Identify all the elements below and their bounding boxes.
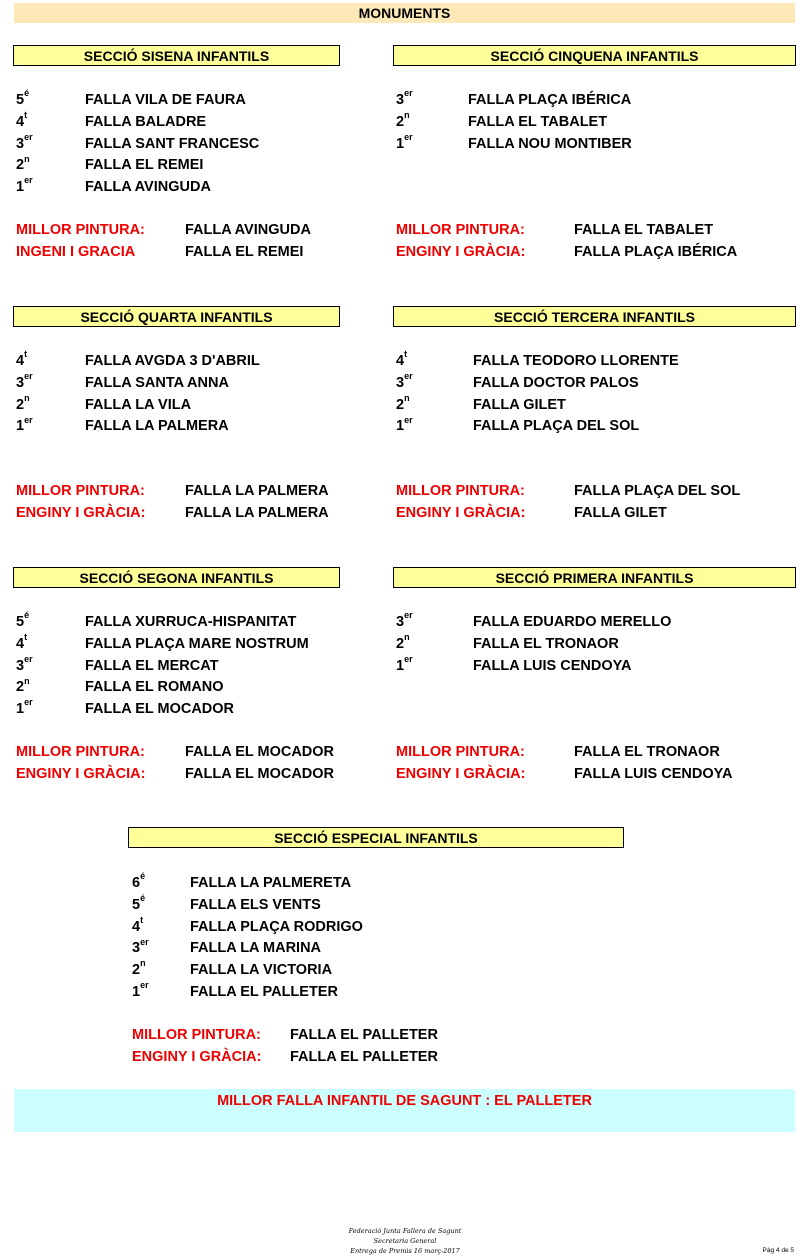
falla-name: FALLA LA PALMERETA	[190, 875, 352, 891]
monuments-banner: MONUMENTS	[14, 3, 795, 23]
rank-suffix: er	[24, 414, 33, 425]
rank-row	[396, 89, 776, 111]
award-row	[396, 480, 781, 502]
rank-row	[396, 611, 776, 633]
rank-num: 2	[396, 396, 405, 413]
falla-name: FALLA GILET	[473, 396, 566, 413]
award-label: MILLOR PINTURA:	[396, 222, 525, 238]
falla-name: FALLA PLAÇA IBÉRICA	[468, 92, 632, 108]
best-falla-banner: MILLOR FALLA INFANTIL DE SAGUNT : EL PALLETER	[14, 1089, 795, 1132]
award-label: ENGINY I GRÀCIA:	[16, 504, 146, 521]
rank-suffix: er	[140, 936, 149, 947]
award-row	[396, 741, 781, 763]
rank-suffix: er	[24, 370, 33, 381]
rank-num: 4	[16, 113, 25, 130]
rank-num: 4	[16, 353, 25, 369]
rank-suffix: n	[24, 392, 30, 403]
rank-row	[16, 372, 396, 394]
rank-num: 1	[396, 418, 405, 435]
rank-row	[16, 133, 396, 155]
rank-number	[16, 698, 33, 720]
award-value: FALLA EL PALLETER	[290, 1027, 438, 1043]
rank-suffix: er	[404, 370, 413, 381]
rank-row	[132, 959, 512, 981]
award-value: FALLA EL MOCADOR	[185, 744, 335, 760]
rank-number	[396, 655, 413, 677]
rank-number	[396, 415, 413, 437]
rank-num: 1	[16, 418, 25, 435]
rank-num: 2	[396, 113, 405, 130]
rank-number	[396, 611, 413, 633]
rank-number	[396, 394, 410, 416]
rank-number	[16, 176, 33, 198]
rank-number	[16, 633, 27, 655]
footer-line-1: Federació Junta Fallera de Sagunt	[348, 1227, 462, 1235]
falla-name: FALLA SANTA ANNA	[85, 374, 229, 391]
rank-number	[16, 133, 33, 155]
award-row	[16, 219, 401, 241]
rank-number	[396, 350, 407, 372]
rank-suffix: é	[24, 610, 30, 621]
falla-name: FALLA EL ROMANO	[85, 679, 224, 696]
rank-row	[16, 676, 396, 698]
award-value: FALLA AVINGUDA	[185, 222, 311, 238]
falla-name: FALLA LA VICTORIA	[190, 962, 333, 979]
rank-num: 2	[16, 157, 25, 174]
rank-row	[16, 154, 396, 176]
section-title: SECCIÓ CINQUENA INFANTILS	[393, 45, 796, 66]
rank-number	[132, 894, 145, 916]
falla-name: FALLA EL TRONAOR	[473, 635, 619, 652]
section-title: SECCIÓ TERCERA INFANTILS	[393, 306, 796, 327]
award-value: FALLA LUIS CENDOYA	[574, 765, 733, 782]
rank-suffix: er	[404, 131, 413, 142]
rank-num: 1	[16, 179, 25, 196]
rank-num: 3	[396, 614, 405, 630]
rank-num: 3	[16, 135, 25, 152]
award-label: ENGINY I GRÀCIA:	[132, 1048, 262, 1065]
award-value: FALLA EL TRONAOR	[574, 744, 720, 760]
rank-num: 2	[396, 635, 405, 652]
section-title: SECCIÓ SISENA INFANTILS	[13, 45, 340, 66]
award-label: ENGINY I GRÀCIA:	[396, 504, 526, 521]
falla-name: FALLA SANT FRANCESC	[85, 135, 260, 152]
section-title: SECCIÓ PRIMERA INFANTILS	[393, 567, 796, 588]
rank-number	[16, 111, 27, 133]
falla-name: FALLA PLAÇA MARE NOSTRUM	[85, 635, 309, 652]
rank-suffix: t	[24, 631, 28, 642]
rank-num: 1	[396, 657, 405, 674]
rank-number	[396, 133, 413, 155]
rank-suffix: n	[404, 392, 410, 403]
award-label: INGENI I GRACIA	[16, 243, 136, 260]
rank-num: 3	[132, 940, 141, 957]
rank-num: 4	[132, 918, 141, 935]
rank-row	[16, 698, 396, 720]
rank-row	[396, 633, 776, 655]
rank-num: 3	[16, 657, 25, 674]
award-value: FALLA PLAÇA DEL SOL	[574, 483, 741, 499]
falla-name: FALLA NOU MONTIBER	[468, 135, 632, 152]
award-value: FALLA EL MOCADOR	[185, 765, 335, 782]
rank-number	[16, 394, 30, 416]
rank-row	[16, 415, 396, 437]
award-label: MILLOR PINTURA:	[396, 744, 525, 760]
rank-suffix: er	[404, 610, 413, 621]
rank-row	[132, 872, 512, 894]
rank-row	[396, 415, 776, 437]
rank-suffix: er	[24, 653, 33, 664]
rank-row	[16, 176, 396, 198]
award-value: FALLA LA PALMERA	[185, 504, 329, 521]
rank-suffix: t	[404, 349, 408, 360]
rank-num: 5	[16, 614, 25, 630]
rank-number	[132, 981, 149, 1003]
rank-suffix: er	[24, 697, 33, 708]
footer-line-3: Entrega de Premis 16 març-2017	[350, 1247, 460, 1255]
rank-num: 3	[396, 92, 405, 108]
rank-num: 6	[132, 875, 141, 891]
rank-row	[132, 937, 512, 959]
falla-name: FALLA EDUARDO MERELLO	[473, 614, 672, 630]
rank-suffix: er	[24, 175, 33, 186]
page-number: Pàg 4 de 5	[762, 1247, 794, 1254]
rank-num: 2	[16, 679, 25, 696]
rank-row	[16, 111, 396, 133]
award-row	[16, 763, 401, 785]
rank-number	[132, 916, 143, 938]
rank-num: 5	[16, 92, 25, 108]
rank-number	[16, 415, 33, 437]
falla-name: FALLA EL TABALET	[468, 113, 608, 130]
footer-line-2: Secretaria General	[373, 1237, 437, 1245]
award-value: FALLA EL TABALET	[574, 222, 714, 238]
rank-row	[16, 611, 396, 633]
rank-number	[16, 676, 30, 698]
rank-suffix: n	[24, 675, 30, 686]
award-row	[396, 241, 781, 263]
section-title: SECCIÓ QUARTA INFANTILS	[13, 306, 340, 327]
rank-row	[16, 633, 396, 655]
rank-number	[132, 872, 145, 894]
falla-name: FALLA LA PALMERA	[85, 418, 229, 435]
falla-name: FALLA EL PALLETER	[190, 984, 338, 1000]
award-row	[16, 741, 401, 763]
rank-row	[396, 655, 776, 677]
rank-row	[16, 89, 396, 111]
falla-name: FALLA PLAÇA RODRIGO	[190, 918, 363, 935]
rank-suffix: t	[24, 349, 28, 360]
rank-suffix: er	[404, 653, 413, 664]
rank-number	[16, 655, 33, 677]
rank-suffix: er	[404, 88, 413, 99]
rank-num: 3	[16, 374, 25, 391]
falla-name: FALLA LA MARINA	[190, 940, 322, 957]
falla-name: FALLA BALADRE	[85, 113, 207, 130]
rank-row	[132, 981, 512, 1003]
falla-name: FALLA EL MERCAT	[85, 657, 219, 674]
rank-row	[16, 655, 396, 677]
rank-number	[16, 89, 29, 111]
rank-row	[396, 372, 776, 394]
rank-suffix: t	[24, 109, 28, 120]
falla-name: FALLA AVGDA 3 D'ABRIL	[85, 353, 260, 369]
award-label: ENGINY I GRÀCIA:	[16, 765, 146, 782]
rank-suffix: n	[140, 958, 146, 969]
falla-name: FALLA XURRUCA-HISPANITAT	[85, 614, 297, 630]
falla-name: FALLA EL REMEI	[85, 157, 204, 174]
falla-name: FALLA ELS VENTS	[190, 896, 321, 913]
rank-num: 1	[16, 701, 25, 718]
rank-suffix: é	[140, 871, 146, 882]
award-row	[16, 241, 401, 263]
rank-number	[16, 372, 33, 394]
rank-suffix: t	[140, 914, 144, 925]
rank-suffix: er	[404, 414, 413, 425]
rank-row	[396, 350, 776, 372]
rank-number	[132, 959, 146, 981]
rank-row	[396, 394, 776, 416]
award-row	[132, 1024, 517, 1046]
rank-row	[16, 394, 396, 416]
footer	[300, 1226, 510, 1256]
rank-number	[16, 611, 29, 633]
rank-number	[396, 89, 413, 111]
rank-row	[396, 133, 776, 155]
rank-num: 5	[132, 896, 141, 913]
award-value: FALLA LA PALMERA	[185, 483, 329, 499]
rank-num: 2	[16, 396, 25, 413]
award-row	[16, 502, 401, 524]
falla-name: FALLA LA VILA	[85, 396, 192, 413]
falla-name: FALLA AVINGUDA	[85, 179, 211, 196]
rank-num: 1	[132, 984, 141, 1000]
rank-suffix: é	[24, 88, 30, 99]
falla-name: FALLA LUIS CENDOYA	[473, 657, 632, 674]
award-row	[396, 502, 781, 524]
award-value: FALLA EL REMEI	[185, 243, 304, 260]
rank-number	[132, 937, 149, 959]
rank-number	[396, 633, 410, 655]
rank-suffix: er	[24, 131, 33, 142]
award-row	[132, 1046, 517, 1068]
award-label: MILLOR PINTURA:	[132, 1027, 261, 1043]
award-value: FALLA EL PALLETER	[290, 1048, 438, 1065]
award-row	[396, 763, 781, 785]
rank-num: 4	[396, 353, 405, 369]
falla-name: FALLA EL MOCADOR	[85, 701, 235, 718]
rank-number	[16, 154, 30, 176]
award-label: ENGINY I GRÀCIA:	[396, 243, 526, 260]
rank-number	[396, 111, 410, 133]
rank-suffix: n	[404, 109, 410, 120]
award-row	[16, 480, 401, 502]
falla-name: FALLA PLAÇA DEL SOL	[473, 418, 640, 435]
award-label: ENGINY I GRÀCIA:	[396, 765, 526, 782]
award-label: MILLOR PINTURA:	[16, 483, 145, 499]
rank-number	[16, 350, 27, 372]
rank-num: 2	[132, 962, 141, 979]
award-value: FALLA PLAÇA IBÉRICA	[574, 243, 738, 260]
falla-name: FALLA VILA DE FAURA	[85, 92, 246, 108]
rank-num: 1	[396, 135, 405, 152]
award-row	[396, 219, 781, 241]
section-title: SECCIÓ ESPECIAL INFANTILS	[128, 827, 624, 848]
rank-number	[396, 372, 413, 394]
falla-name: FALLA DOCTOR PALOS	[473, 374, 639, 391]
rank-suffix: n	[24, 153, 30, 164]
award-label: MILLOR PINTURA:	[16, 744, 145, 760]
rank-row	[396, 111, 776, 133]
rank-num: 3	[396, 374, 405, 391]
award-label: MILLOR PINTURA:	[16, 222, 145, 238]
rank-suffix: er	[140, 980, 149, 991]
rank-row	[132, 894, 512, 916]
rank-num: 4	[16, 635, 25, 652]
award-label: MILLOR PINTURA:	[396, 483, 525, 499]
falla-name: FALLA TEODORO LLORENTE	[473, 353, 679, 369]
rank-row	[132, 916, 512, 938]
section-title: SECCIÓ SEGONA INFANTILS	[13, 567, 340, 588]
award-value: FALLA GILET	[574, 504, 667, 521]
rank-row	[16, 350, 396, 372]
rank-suffix: é	[140, 892, 146, 903]
rank-suffix: n	[404, 631, 410, 642]
